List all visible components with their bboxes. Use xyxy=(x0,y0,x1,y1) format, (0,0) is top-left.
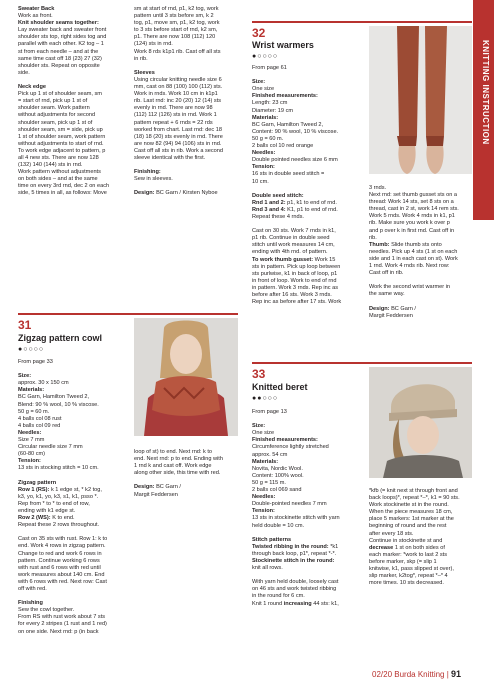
beret-cont-line: slip marker, k2tog*, repeat *–* 4 xyxy=(369,573,448,580)
sweater-col2-line: (112) 112 (126) sts in rnd. Work 1 xyxy=(134,112,217,119)
cowl-cont-line xyxy=(134,477,238,484)
sweater-col1-line: (132) 140 (144) sts in rnd. xyxy=(18,162,83,169)
sweater-col1-line: on both sides – and at the same xyxy=(18,176,98,183)
wrist-warmers-line: in pattern. Work 3 rnds. Rep inc as xyxy=(252,284,339,291)
wrist-warmers-line: sts in pattern. Pick up loop between xyxy=(252,263,341,270)
sweater-col2-line xyxy=(134,63,239,70)
wrist-warmers-line: Cast on 30 sts. Work 7 rnds in k1, xyxy=(252,228,336,235)
beret-photo xyxy=(369,367,472,478)
sweater-col1-line: same time cast off 18 (23) 27 (32) xyxy=(18,55,102,62)
cowl-line xyxy=(18,593,126,600)
wrist-warmers-cont-line: the same way. xyxy=(369,291,405,298)
sweater-col1-line: shoulder seam, sm = side, pick up xyxy=(18,126,103,133)
wrist-warmers-line: Needles: xyxy=(252,150,276,157)
wrist-warmers-line: Finished measurements: xyxy=(252,93,318,100)
cowl-line: pattern. Continue working 6 rows xyxy=(18,557,100,564)
wrist-warmers-cont-line: Design: BC Garn / xyxy=(369,305,416,312)
sweater-col1-line xyxy=(18,77,123,84)
beret-line: Materials: xyxy=(252,458,279,465)
page-number: 91 xyxy=(451,669,462,679)
wrist-warmers-cont-line: needles. Pick up 4 sts (1 st on each xyxy=(369,248,458,255)
sweater-col1-line: without adjustments to start of rnd. xyxy=(18,140,104,147)
wrist-warmers-line: Double seed stitch: xyxy=(252,192,304,199)
sweater-col1-line: side. xyxy=(18,69,30,76)
cowl-line xyxy=(18,366,126,373)
sweater-col2-line: rib. Last rnd: inc 20 (20) 12 (14) sts xyxy=(134,98,222,105)
sweater-col2-line: evenly in rnd. There are now 98 xyxy=(134,105,213,112)
sweater-col2-line: pattern repeat + 6 rnds = 22 rds xyxy=(134,119,213,126)
wrist-warmers-line xyxy=(252,186,360,193)
cowl-line: Row 2 (WS): K to end. xyxy=(18,515,75,522)
wrist-warmers-line: Diameter: 19 cm xyxy=(252,107,294,114)
wrist-warmers-line: One size xyxy=(252,86,275,93)
difficulty-rating-33: ●●○○○ xyxy=(252,395,279,402)
wrist-warmers-line: Rnd 1 and 2: p1, k1 to end of rnd. xyxy=(252,199,337,206)
beret-line xyxy=(252,416,360,423)
beret-cont-line: more times. 10 sts decreased. xyxy=(369,580,444,587)
sweater-col1-line: Knit shoulder seams together: xyxy=(18,20,99,27)
beret-line: approx. 54 cm xyxy=(252,451,288,458)
wrist-warmers-line: before after 16 sts. Work 3 rnds. xyxy=(252,292,332,298)
wrist-warmers-cont-line: rib. Make sure you work k over p xyxy=(369,220,450,227)
sweater-col1-line: Work pattern without adjustments xyxy=(18,169,101,176)
beret-cont-line: Continue in stockinette st and xyxy=(369,537,443,544)
sweater-col2-line: Using circular knitting needle size 6 xyxy=(134,76,222,83)
cowl-line: Row 1 (RS): k 1 edge st, * k2 tog, xyxy=(18,486,102,493)
sweater-col1-line: 1 st of shoulder seam, work pattern xyxy=(18,133,106,140)
cowl-line: Finishing xyxy=(18,600,43,607)
beret-cont-line: knitwise, k1, pass slipped st over), xyxy=(369,566,454,573)
sweater-col2-line: sleeve identical with the first. xyxy=(134,154,206,161)
beret-line: Knit 1 round increasing 44 sts: k1, xyxy=(252,600,339,607)
beret-cont-line: before marker, skp (= slip 1 xyxy=(369,558,437,565)
beret-cont-line: place 5 markers: 1st marker at the xyxy=(369,516,454,523)
beret-cont-line: beginning of round and the rest xyxy=(369,523,447,530)
sweater-col2-line: Cast off all sts in rib. Work a second xyxy=(134,147,224,154)
sweater-col1-line: without adjustments for second xyxy=(18,112,96,119)
sweater-col2-line: Sew in sleeves. xyxy=(134,176,173,183)
wrist-warmers-line: From page 61 xyxy=(252,65,287,71)
cowl-cont-line: end. Next rnd: p to end. Ending with xyxy=(134,456,223,463)
beret-line: Stitch patterns xyxy=(252,536,292,543)
section-divider-33 xyxy=(252,362,472,364)
beret-cont-line: *kfb (= knit next st through front and xyxy=(369,488,458,494)
sweater-col2-line: are now 82 (94) 94 (106) sts in rnd. xyxy=(134,140,222,147)
sweater-col1-line: = start of rnd, pick up 1 st of xyxy=(18,98,88,105)
cowl-cont-line: Design: BC Garn / xyxy=(134,484,181,491)
wrist-warmers-cont-line: Margit Feddersen xyxy=(369,312,413,319)
cowl-line: Circular needle size 7 mm xyxy=(18,444,83,451)
beret-line: on 46 sts and work twisted ribbing xyxy=(252,586,337,593)
beret-line: Needles: xyxy=(252,494,276,501)
wrist-warmers-line: Content: 90 % wool, 10 % viscose. xyxy=(252,128,339,135)
wrist-warmers-line: stitch until work measures 14 cm, xyxy=(252,242,335,249)
cowl-line: off with red. xyxy=(18,586,47,592)
sweater-instructions-col1 xyxy=(18,6,123,198)
wrist-warmers-line: BC Garn, Hamilton Tweed 2, xyxy=(252,121,324,128)
pattern-title-32: Wrist warmers xyxy=(252,40,314,50)
beret-line xyxy=(252,572,360,579)
wrist-warmers-cont-line xyxy=(369,299,472,306)
wrist-warmers-cont-line: and p over k in first rnd. Cast off in xyxy=(369,227,455,234)
beret-line: in the round for 6 cm. xyxy=(252,593,305,600)
cowl-line: From RS with rust work about 7 sts xyxy=(18,614,106,621)
cowl-line: Needles: xyxy=(18,429,42,436)
wrist-warmers-cont-line: Work the second wrist warmer in xyxy=(369,284,451,291)
sweater-col1-line: shoulder sts top, right sides tog and xyxy=(18,34,107,41)
sweater-col1-line: shoulder sts. Repeat on opposite xyxy=(18,62,100,69)
difficulty-rating-32: ●○○○○ xyxy=(252,53,279,60)
cowl-line: on one side. Next rnd: p (in back xyxy=(18,628,99,635)
sweater-col1-line: st from each needle – and at the xyxy=(18,48,99,55)
wrist-warmers-cont-line: Next rnd: set thumb gusset sts on a xyxy=(369,192,457,199)
cowl-cont-line: loop of st) to end. Next rnd: k to xyxy=(134,449,213,455)
sweater-col2-line: Work in rnds. Work 10 cm in k1p1 xyxy=(134,91,218,98)
wrist-warmers-line: 16 sts in double seed stitch = xyxy=(252,171,325,178)
sweater-col2-line: p1. There are now 108 (112) 120 xyxy=(134,34,216,41)
sweater-col2-line: Design: BC Garn / Kirsten Nyboe xyxy=(134,190,218,197)
beret-line: 13 sts in stockinette stitch with yarn xyxy=(252,515,340,522)
cowl-line: Repeat these 2 rows throughout. xyxy=(18,522,100,529)
beret-line: Circumference lightly stretched xyxy=(252,444,329,451)
cowl-cont-line: 1 rnd k and cast off. Work edge xyxy=(134,463,212,470)
wrist-warmers-line: Rep inc as before after 17 sts. Work xyxy=(252,299,342,306)
beret-line: Content: 100% wool. xyxy=(252,472,304,479)
cowl-photo xyxy=(134,318,238,436)
wrist-warmers-instructions xyxy=(252,65,360,306)
cowl-line: Size: xyxy=(18,373,32,380)
beret-line: Novita, Nordic Wool. xyxy=(252,465,303,472)
issue-label: 02/20 Burda Knitting xyxy=(372,670,445,679)
cowl-line xyxy=(18,529,126,536)
beret-line: Twisted ribbing in the round: *k1 xyxy=(252,543,339,550)
cowl-line: BC Garn, Hamilton Tweed 2, xyxy=(18,394,90,401)
sweater-col2-line: Finishing: xyxy=(134,169,161,176)
cowl-line: Tension: xyxy=(18,458,41,465)
cowl-line: end. Work 4 rows in zigzag pattern. xyxy=(18,543,106,550)
cowl-line: Zigzag pattern xyxy=(18,479,57,486)
beret-line: One size xyxy=(252,430,275,437)
beret-line: 50 g = 115 m. xyxy=(252,479,286,486)
sweater-col1-line: side, 5 times in all, as follows: Move xyxy=(18,190,107,197)
cowl-instructions-cont xyxy=(134,449,238,499)
wrist-warmers-cont-line: thread, cast in 2 st, work 14 rem sts. xyxy=(369,206,459,213)
beret-cont-line: after every 18 sts. xyxy=(369,530,414,537)
cowl-cont-line: along other side, this time with red. xyxy=(134,470,221,477)
beret-line: Finished measurements: xyxy=(252,437,318,444)
cowl-line: Sew the cowl together. xyxy=(18,607,75,614)
beret-cont-line: Work stockinette st in the round. xyxy=(369,502,449,509)
pattern-title-31: Zigzag pattern cowl xyxy=(18,333,103,343)
cowl-line: approx. 30 x 150 cm xyxy=(18,380,69,387)
wrist-warmers-line: To work thumb gusset: Work 15 xyxy=(252,256,336,263)
sweater-col1-line: Neck edge xyxy=(18,84,46,91)
cowl-line: for every 2 stripes (1 rust and 1 red) xyxy=(18,621,107,628)
pattern-number-33: 33 xyxy=(252,367,266,381)
beret-line xyxy=(252,530,360,537)
sweater-col2-line: to 3 sts before start of rnd, k2 sm, xyxy=(134,27,218,34)
sweater-col1-line: all 4 new sts. There are now 128 xyxy=(18,154,99,161)
cowl-line: Blend: 90 % wool, 10 % viscose. xyxy=(18,401,99,408)
sweater-col1-line: To work edge adjacent to pattern, p xyxy=(18,147,106,154)
beret-instructions-cont xyxy=(369,488,472,587)
wrist-warmers-cont-line: thread: Work 14 sts, set 8 sts on a xyxy=(369,199,454,206)
wrist-warmers-line: 10 cm. xyxy=(252,178,269,185)
sweater-col2-line xyxy=(134,162,239,169)
wrist-warmers-line: sts purlwise, k1 in back of loop, p1 xyxy=(252,270,338,277)
beret-line: From page 13 xyxy=(252,409,287,415)
cowl-line: (60-80 cm) xyxy=(18,451,46,458)
pattern-number-31: 31 xyxy=(18,318,32,332)
cowl-line: Size 7 mm xyxy=(18,437,45,444)
section-divider-32 xyxy=(252,21,472,23)
wrist-warmers-cont-line: rib. xyxy=(369,234,377,241)
sweater-col2-line: tog, p1, move sm, p1, k2 tog, work xyxy=(134,20,220,27)
wrist-warmers-cont-line: 3 rnds. xyxy=(369,185,387,191)
cowl-instructions xyxy=(18,359,126,636)
sweater-col2-line: pattern until 3 sts before sm, k 2 xyxy=(134,13,214,20)
cowl-line: Cast on 35 sts with rust. Row 1: k to xyxy=(18,536,108,543)
beret-line: knit all rows. xyxy=(252,565,283,572)
beret-line: Double-pointed needles 7 mm xyxy=(252,501,327,508)
wrist-warmers-cont-line xyxy=(369,277,472,284)
wrist-warmers-line xyxy=(252,72,360,79)
pattern-title-33: Knitted beret xyxy=(252,382,308,392)
wrist-warmers-line: 50 g = 60 m. xyxy=(252,135,284,142)
sweater-col2-line xyxy=(134,183,239,190)
sweater-col1-line: Lay sweater back and sweater front xyxy=(18,27,107,34)
beret-cont-line: decrease 1 st on both sides of xyxy=(369,544,445,551)
wrist-warmers-line: Size: xyxy=(252,79,266,86)
wrist-warmers-line: Length: 23 cm xyxy=(252,100,288,107)
wrist-warmers-line: Rnd 3 and 4: K1, p1 to end of rnd. xyxy=(252,206,338,213)
section-divider-31 xyxy=(18,313,238,315)
sweater-col2-line: (124) sts in rnd. xyxy=(134,41,173,48)
cowl-line: 4 balls col 08 rust xyxy=(18,415,62,422)
sweater-col2-line: sm at start of rnd, p1, k2 tog, work xyxy=(134,6,219,12)
wrist-warmers-line: Double pointed needles size 6 mm xyxy=(252,157,338,164)
cowl-line: From page 33 xyxy=(18,359,53,365)
wrist-warmers-line: Tension: xyxy=(252,164,275,171)
beret-line: through back loop, p1*, repeat *-*. xyxy=(252,550,337,557)
wrist-warmers-cont-line: side and 1 in each cast on st). Work xyxy=(369,255,458,262)
beret-line: held double = 10 cm. xyxy=(252,522,305,529)
sweater-col2-line: Sleeves xyxy=(134,69,155,76)
sweater-col1-line: Work as front. xyxy=(18,13,53,20)
wrist-warmers-line: Repeat these 4 rnds. xyxy=(252,213,304,220)
wrist-warmers-line xyxy=(252,221,360,228)
cowl-line: 4 balls col 09 red xyxy=(18,422,61,429)
cowl-line xyxy=(18,473,126,480)
sweater-col1-line: shoulder seam, pick up 1 st of xyxy=(18,119,93,126)
cowl-line: Materials: xyxy=(18,387,45,394)
beret-cont-line: each marker: *work to last 2 sts xyxy=(369,551,448,558)
sweater-col2-line: Work 8 rds k1p1 rib. Cast off all sts xyxy=(134,48,221,55)
sweater-col2-line: mm, cast on 88 (100) 100 (112) sts. xyxy=(134,84,223,91)
sweater-col1-line: Sweater Back xyxy=(18,6,55,12)
beret-line: Tension: xyxy=(252,508,275,515)
sweater-col2-line: (18) 18 (20) sts evenly in rnd. There xyxy=(134,133,223,140)
wrist-warmers-cont-line: 1 rnd. Work 4 rnds rib. Next row: xyxy=(369,263,450,270)
wrist-warmers-line: Materials: xyxy=(252,114,279,121)
wrist-warmers-cont-line: Cast off in rib. xyxy=(369,270,404,277)
cowl-line: Change to red and work 6 rows in xyxy=(18,550,102,557)
cowl-line: work measures about 140 cm. End xyxy=(18,571,105,578)
wrist-warmers-photo xyxy=(369,26,472,174)
beret-line: 2 balls col 069 sand xyxy=(252,487,302,494)
cowl-line: with 6 rows with red. Next row: Cast xyxy=(18,578,107,585)
cowl-line: Rep from * to * to end of row, xyxy=(18,500,90,507)
sweater-col2-line: in rib. xyxy=(134,55,148,62)
sweater-instructions-col2 xyxy=(134,6,239,198)
wrist-warmers-line: 2 balls col 10 red orange xyxy=(252,143,314,150)
beret-line: Stockinette stitch in the round: xyxy=(252,557,335,564)
wrist-warmers-cont-line: Work 5 rnds. Work 4 rnds in k1, p1 xyxy=(369,213,455,220)
wrist-warmers-line: ending with 4th rnd. of pattern. xyxy=(252,249,328,256)
section-tab-label: KNITTING INSTRUCTION xyxy=(481,40,490,145)
wrist-warmers-cont-line: Thumb: Slide thumb sts onto xyxy=(369,241,442,248)
cowl-line: with rust and 6 rows with red until xyxy=(18,564,101,571)
wrist-warmers-line: p1 rib. Continue in double seed xyxy=(252,235,330,242)
beret-cont-line: back loops)*, repeat *–*, k1 = 90 sts. xyxy=(369,495,460,502)
wrist-warmers-instructions-cont xyxy=(369,185,472,320)
pattern-number-32: 32 xyxy=(252,26,266,40)
cowl-cont-line: Margit Feddersen xyxy=(134,491,178,498)
wrist-warmers-line: in front of loop. Work to end of rnd xyxy=(252,277,337,284)
sweater-col2-line: worked from chart. Last rnd: dec 18 xyxy=(134,126,222,133)
footer-divider: | xyxy=(446,670,452,679)
cowl-line: 13 sts in stocking stitch = 10 cm. xyxy=(18,465,99,472)
cowl-line: 50 g = 60 m. xyxy=(18,408,50,415)
sweater-col1-line: Pick up 1 st of shoulder seam, sm xyxy=(18,91,102,98)
beret-line: Size: xyxy=(252,423,266,430)
sweater-col1-line: parallel with each other. K2 tog – 1 xyxy=(18,41,104,48)
cowl-line: ending with k1 edge st. xyxy=(18,507,76,514)
page-footer xyxy=(372,669,461,679)
beret-cont-line: When the piece measures 18 cm, xyxy=(369,509,453,516)
sweater-col1-line: time on every 3rd rnd, dec 2 on each xyxy=(18,183,110,190)
cowl-line: k3, yo, k1, yo, k3, s1, k1, psso *. xyxy=(18,493,99,500)
beret-instructions xyxy=(252,409,360,608)
beret-line: With yarn held double, loosely cast xyxy=(252,579,339,586)
sweater-col1-line: shoulder seam. Work pattern xyxy=(18,105,90,112)
difficulty-rating-31: ●○○○○ xyxy=(18,346,45,353)
